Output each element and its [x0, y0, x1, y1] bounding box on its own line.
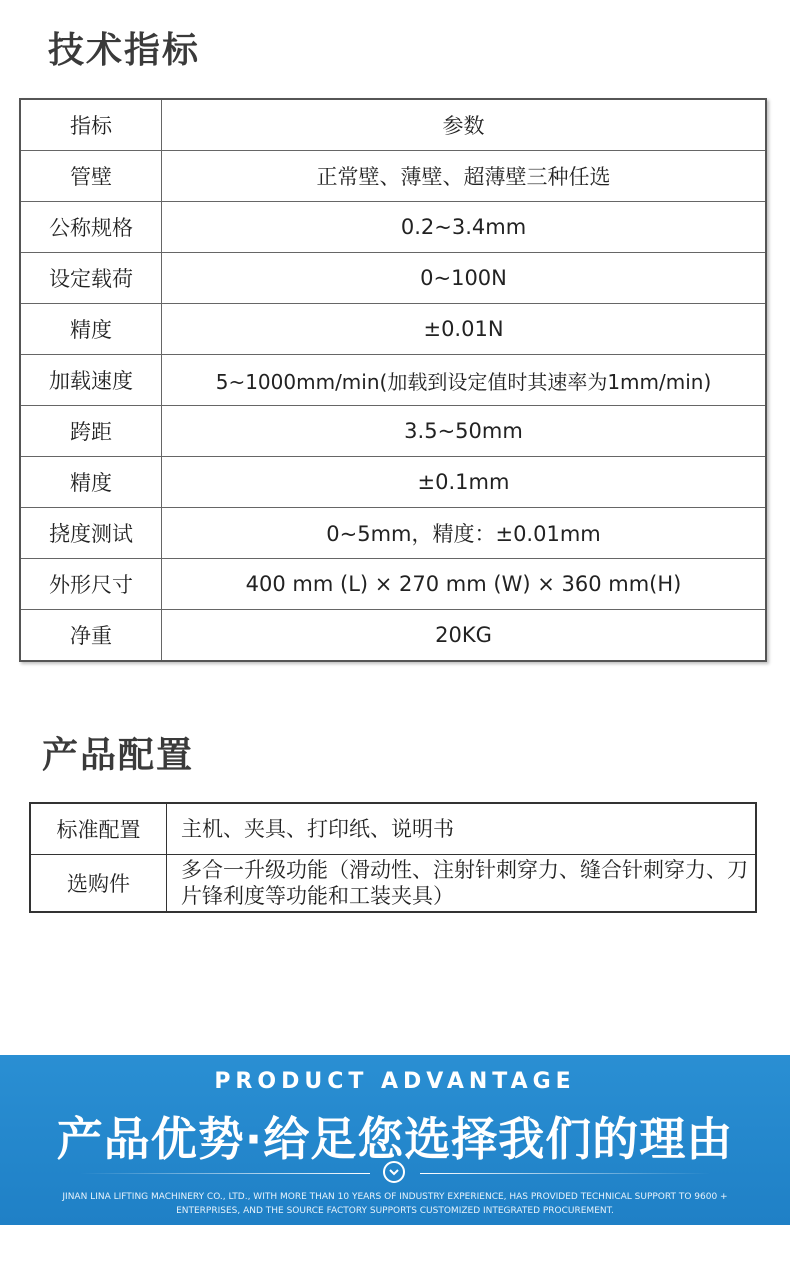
- spec-key: 精度: [20, 457, 162, 508]
- spec-key: 挠度测试: [20, 508, 162, 559]
- table-row: [20, 202, 766, 253]
- spec-key: 指标: [20, 99, 162, 151]
- spec-value: ±0.1mm: [162, 457, 767, 508]
- table-row: [20, 304, 766, 355]
- table-row: [20, 253, 766, 304]
- spec-key: 加载速度: [20, 355, 162, 406]
- spec-key: 精度: [20, 304, 162, 355]
- table-row: [20, 151, 766, 202]
- spec-value: 3.5~50mm: [162, 406, 767, 457]
- spec-key: 跨距: [20, 406, 162, 457]
- banner-description: JINAN LINA LIFTING MACHINERY CO., LTD., WITH MORE THAN 10 YEARS OF INDUSTRY EXPERIENCE, HAS PROVIDED TECHNICAL SUPPORT TO 9600 + ENTERPRISES, AND THE SOURCE FACTORY SUPPORTS CUSTOMIZED INTEGRATED PROCUREMENT.: [62, 1192, 728, 1216]
- table-row: [20, 355, 766, 406]
- spec-key: 管壁: [20, 151, 162, 202]
- config-key: 标准配置: [30, 803, 167, 855]
- table-row: [30, 803, 756, 855]
- spec-value: 20KG: [162, 610, 767, 662]
- divider-left: [80, 1173, 370, 1174]
- table-row: [20, 559, 766, 610]
- spec-key: 净重: [20, 610, 162, 662]
- spec-value: 5~1000mm/min(加载到设定值时其速率为1mm/min): [162, 355, 767, 406]
- config-key: 选购件: [30, 855, 167, 913]
- product-advantage-banner: [0, 1055, 790, 1225]
- spec-key: 公称规格: [20, 202, 162, 253]
- spec-value: ±0.01N: [162, 304, 767, 355]
- product-config-title: 产品配置: [42, 735, 195, 776]
- banner-chinese-title: 产品优势·给足您选择我们的理由: [56, 1112, 734, 1166]
- tech-specs-table: [19, 98, 767, 662]
- config-value: 多合一升级功能（滑动性、注射针刺穿力、缝合针刺穿力、刀片锋利度等功能和工装夹具）: [167, 855, 757, 913]
- divider-right: [420, 1173, 710, 1174]
- table-row: [20, 457, 766, 508]
- spec-value: 参数: [162, 99, 767, 151]
- table-row: [20, 610, 766, 662]
- table-row: [20, 406, 766, 457]
- spec-value: 0~100N: [162, 253, 767, 304]
- banner-english-title: PRODUCT ADVANTAGE: [214, 1069, 576, 1094]
- config-value: 主机、夹具、打印纸、说明书: [167, 803, 757, 855]
- tech-specs-title: 技术指标: [48, 30, 201, 71]
- product-config-table: [29, 802, 757, 913]
- table-row: [20, 508, 766, 559]
- table-row: [20, 99, 766, 151]
- spec-key: 外形尺寸: [20, 559, 162, 610]
- spec-key: 设定载荷: [20, 253, 162, 304]
- spec-value: 正常壁、薄壁、超薄壁三种任选: [162, 151, 767, 202]
- spec-value: 400 mm (L) × 270 mm (W) × 360 mm(H): [162, 559, 767, 610]
- spec-value: 0~5mm，精度：±0.01mm: [162, 508, 767, 559]
- table-row: [30, 855, 756, 913]
- chevron-down-icon: [383, 1161, 405, 1183]
- spec-value: 0.2~3.4mm: [162, 202, 767, 253]
